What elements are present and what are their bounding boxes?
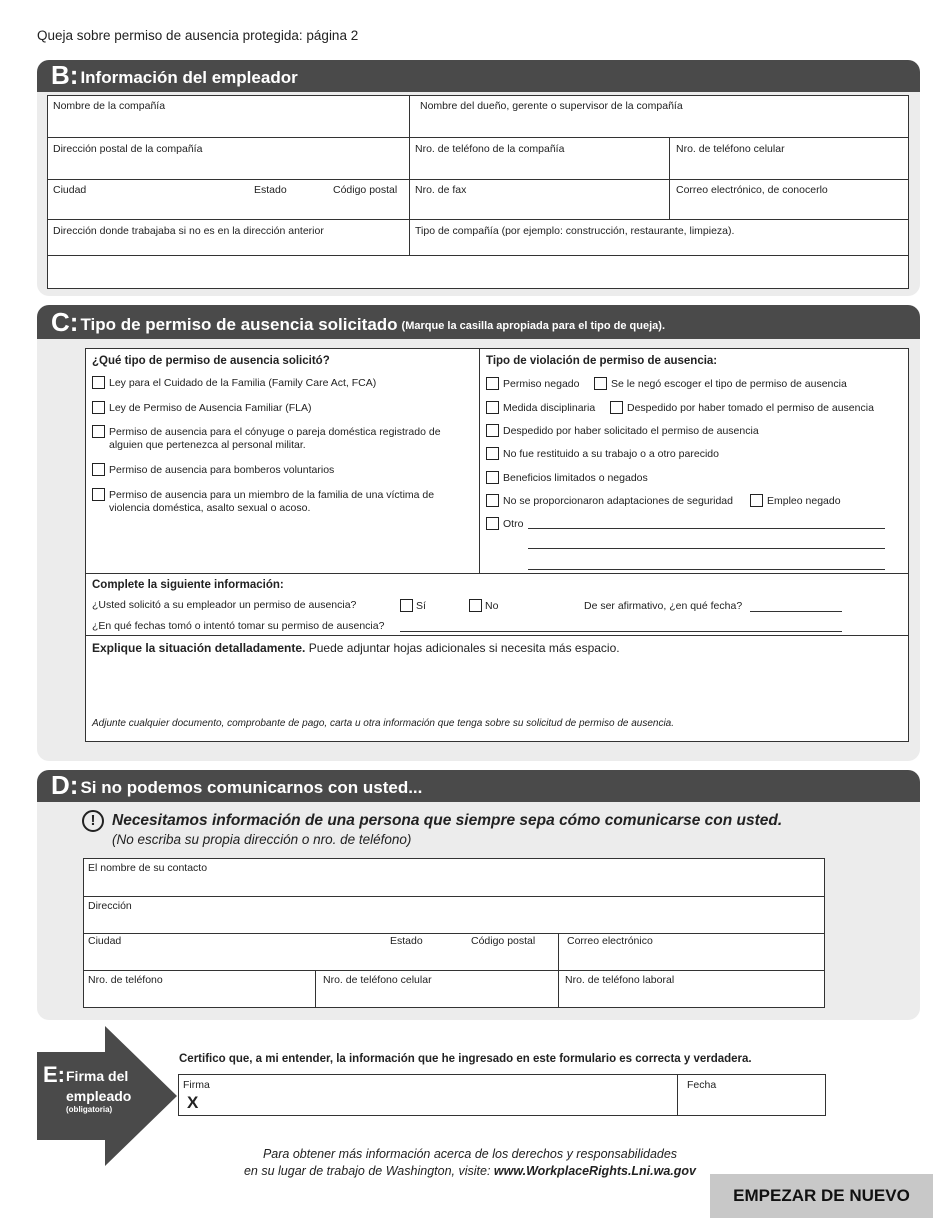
- explain-bold: Explique la situación detalladamente.: [92, 641, 306, 655]
- section-b-header: [37, 60, 920, 92]
- company-type-label: Tipo de compañía (por ejemplo: construcción, restaurante, limpieza).: [415, 225, 735, 237]
- leave-type-checkbox[interactable]: [92, 425, 105, 438]
- attach-note: Adjunte cualquier documento, comprobante de pago, carta u otra información que tenga sobre su solicitud de permiso de ausencia.: [92, 718, 675, 729]
- violation-option: Despedido por haber solicitado el permiso de ausencia: [503, 425, 759, 437]
- divider: [558, 933, 559, 1007]
- violation-option: Beneficios limitados o negados: [503, 472, 648, 484]
- divider: [84, 933, 824, 934]
- violation-checkbox[interactable]: [750, 494, 763, 507]
- section-b-title: Información del empleador: [80, 68, 298, 87]
- explain-rest: Puede adjuntar hojas adicionales si necesita más espacio.: [305, 641, 620, 655]
- violation-checkbox[interactable]: [610, 401, 623, 414]
- divider: [677, 1075, 678, 1115]
- violation-checkbox[interactable]: [594, 377, 607, 390]
- contact-work-phone-label: Nro. de teléfono laboral: [565, 974, 675, 986]
- footer-line-1: Para obtener más información acerca de los derechos y responsabilidades: [262, 1147, 678, 1161]
- contact-notice-sub: (No escriba su propia dirección o nro. de teléfono): [112, 832, 412, 847]
- yes-checkbox[interactable]: [400, 599, 413, 612]
- mailing-address-label: Dirección postal de la compañía: [53, 143, 203, 155]
- contact-state-label: Estado: [390, 935, 423, 947]
- divider: [47, 219, 909, 220]
- section-e-required: (obligatoria): [66, 1105, 113, 1114]
- section-b-form: [47, 95, 909, 289]
- leave-type-checkbox[interactable]: [92, 488, 105, 501]
- restart-button[interactable]: EMPEZAR DE NUEVO: [710, 1174, 933, 1218]
- other-input-line[interactable]: [528, 548, 885, 549]
- violation-heading: Tipo de violación de permiso de ausencia:: [486, 355, 718, 367]
- contact-zip-label: Código postal: [471, 935, 536, 947]
- contact-name-label: El nombre de su contacto: [88, 862, 208, 874]
- state-label: Estado: [254, 184, 287, 196]
- leave-type-option: Permiso de ausencia para un miembro de la familia de una víctima de violencia doméstica, asalto sexual o acoso.: [109, 489, 435, 514]
- footer-info: [200, 1146, 740, 1180]
- company-phone-label: Nro. de teléfono de la compañía: [415, 143, 565, 155]
- footer-line-2-prefix: en su lugar de trabajo de Washington, visite:: [243, 1164, 494, 1178]
- section-e-title-1: Firma del: [66, 1068, 129, 1084]
- other-input-line[interactable]: [528, 528, 885, 529]
- yes-label: Sí: [416, 600, 426, 612]
- signature-label: Firma: [183, 1079, 210, 1091]
- explain-prompt: [92, 641, 620, 656]
- violation-option: Medida disciplinaria: [503, 402, 596, 414]
- divider: [84, 896, 824, 897]
- violation-option: Se le negó escoger el tipo de permiso de ausencia: [611, 378, 847, 390]
- section-c-header: [37, 305, 920, 339]
- certify-text: Certifico que, a mi entender, la información que he ingresado en este formulario es correcta y verdadera.: [179, 1053, 752, 1065]
- section-c-subtitle: (Marque la casilla apropiada para el tipo de queja).: [401, 320, 666, 332]
- explain-textarea[interactable]: [92, 659, 902, 714]
- divider: [86, 573, 908, 574]
- contact-city-label: Ciudad: [88, 935, 122, 947]
- divider: [47, 137, 909, 138]
- section-e-title-2: empleado: [66, 1088, 132, 1104]
- violation-checkbox[interactable]: [486, 494, 499, 507]
- no-label: No: [485, 600, 499, 612]
- date-input-line[interactable]: [750, 611, 842, 612]
- divider: [86, 635, 908, 636]
- section-e-letter: E:: [43, 1062, 65, 1087]
- signature-date-input[interactable]: [685, 1091, 815, 1113]
- contact-notice: Necesitamos información de una persona que siempre sepa cómo comunicarse con usted.: [112, 812, 783, 829]
- exclamation-icon: !: [82, 810, 104, 832]
- violation-option: No fue restituido a su trabajo o a otro parecido: [503, 448, 719, 460]
- violation-option: Otro: [503, 518, 524, 530]
- section-d-header: [37, 770, 920, 802]
- section-d-letter: D:: [51, 770, 79, 800]
- leave-type-option: Permiso de ausencia para bomberos voluntarios: [109, 464, 335, 476]
- zip-label: Código postal: [333, 184, 398, 196]
- contact-address-label: Dirección: [88, 900, 132, 912]
- violation-checkbox[interactable]: [486, 471, 499, 484]
- leave-type-checkbox[interactable]: [92, 463, 105, 476]
- leave-type-checkbox[interactable]: [92, 401, 105, 414]
- divider: [315, 970, 316, 1007]
- violation-option: Despedido por haber tomado el permiso de ausencia: [627, 402, 874, 414]
- violation-option: Empleo negado: [767, 495, 841, 507]
- violation-checkbox[interactable]: [486, 377, 499, 390]
- dates-taken-question: ¿En qué fechas tomó o intentó tomar su permiso de ausencia?: [92, 620, 385, 632]
- section-d-title: Si no podemos comunicarnos con usted...: [80, 778, 423, 797]
- owner-name-label: Nombre del dueño, gerente o supervisor de la compañía: [420, 100, 683, 112]
- city-label: Ciudad: [53, 184, 87, 196]
- signature-x-mark: X: [187, 1093, 199, 1112]
- company-type-extra-line[interactable]: [47, 256, 909, 289]
- date-label: Fecha: [687, 1079, 717, 1091]
- contact-email-label: Correo electrónico: [567, 935, 653, 947]
- page-title: Queja sobre permiso de ausencia protegida: página 2: [37, 28, 359, 43]
- divider: [669, 137, 670, 219]
- footer-url[interactable]: www.WorkplaceRights.Lni.wa.gov: [493, 1164, 697, 1178]
- divider: [47, 179, 909, 180]
- work-address-label: Dirección donde trabajaba si no es en la dirección anterior: [53, 225, 324, 237]
- leave-type-option: Ley para el Cuidado de la Familia (Family Care Act, FCA): [109, 377, 377, 389]
- violation-option: No se proporcionaron adaptaciones de seguridad: [503, 495, 733, 507]
- violation-checkbox[interactable]: [486, 447, 499, 460]
- complete-heading: Complete la siguiente información:: [92, 579, 284, 591]
- leave-type-option: Permiso de ausencia para el cónyuge o pareja doméstica registrado de alguien que pertenezca al personal militar.: [109, 426, 441, 451]
- section-b-letter: B:: [51, 60, 79, 90]
- leave-type-option: Ley de Permiso de Ausencia Familiar (FLA): [109, 402, 312, 414]
- divider: [479, 349, 480, 574]
- contact-form: [83, 858, 825, 1008]
- signature-box: [178, 1074, 826, 1116]
- divider: [84, 970, 824, 971]
- contact-cell-phone-label: Nro. de teléfono celular: [323, 974, 432, 986]
- email-label: Correo electrónico, de conocerlo: [676, 184, 828, 196]
- section-c-letter: C:: [51, 307, 79, 337]
- contact-phone-label: Nro. de teléfono: [88, 974, 163, 986]
- leave-type-checkbox[interactable]: [92, 376, 105, 389]
- leave-type-heading: ¿Qué tipo de permiso de ausencia solicitó?: [92, 355, 330, 367]
- company-name-label: Nombre de la compañía: [53, 100, 166, 112]
- date-question: De ser afirmativo, ¿en qué fecha?: [584, 600, 743, 612]
- violation-checkbox[interactable]: [486, 401, 499, 414]
- dates-taken-input-line[interactable]: [400, 631, 842, 632]
- violation-checkbox[interactable]: [486, 424, 499, 437]
- fax-label: Nro. de fax: [415, 184, 467, 196]
- signature-input[interactable]: [209, 1091, 669, 1113]
- no-checkbox[interactable]: [469, 599, 482, 612]
- divider: [409, 95, 410, 256]
- section-c-form: [85, 348, 909, 742]
- violation-checkbox[interactable]: [486, 517, 499, 530]
- section-c-title: Tipo de permiso de ausencia solicitado: [80, 315, 398, 334]
- other-input-line[interactable]: [528, 569, 885, 570]
- requested-question: ¿Usted solicitó a su empleador un permiso de ausencia?: [92, 599, 357, 611]
- section-e-arrow: [37, 1026, 177, 1166]
- footer-line-2: [200, 1163, 740, 1180]
- cell-phone-label: Nro. de teléfono celular: [676, 143, 785, 155]
- violation-option: Permiso negado: [503, 378, 580, 390]
